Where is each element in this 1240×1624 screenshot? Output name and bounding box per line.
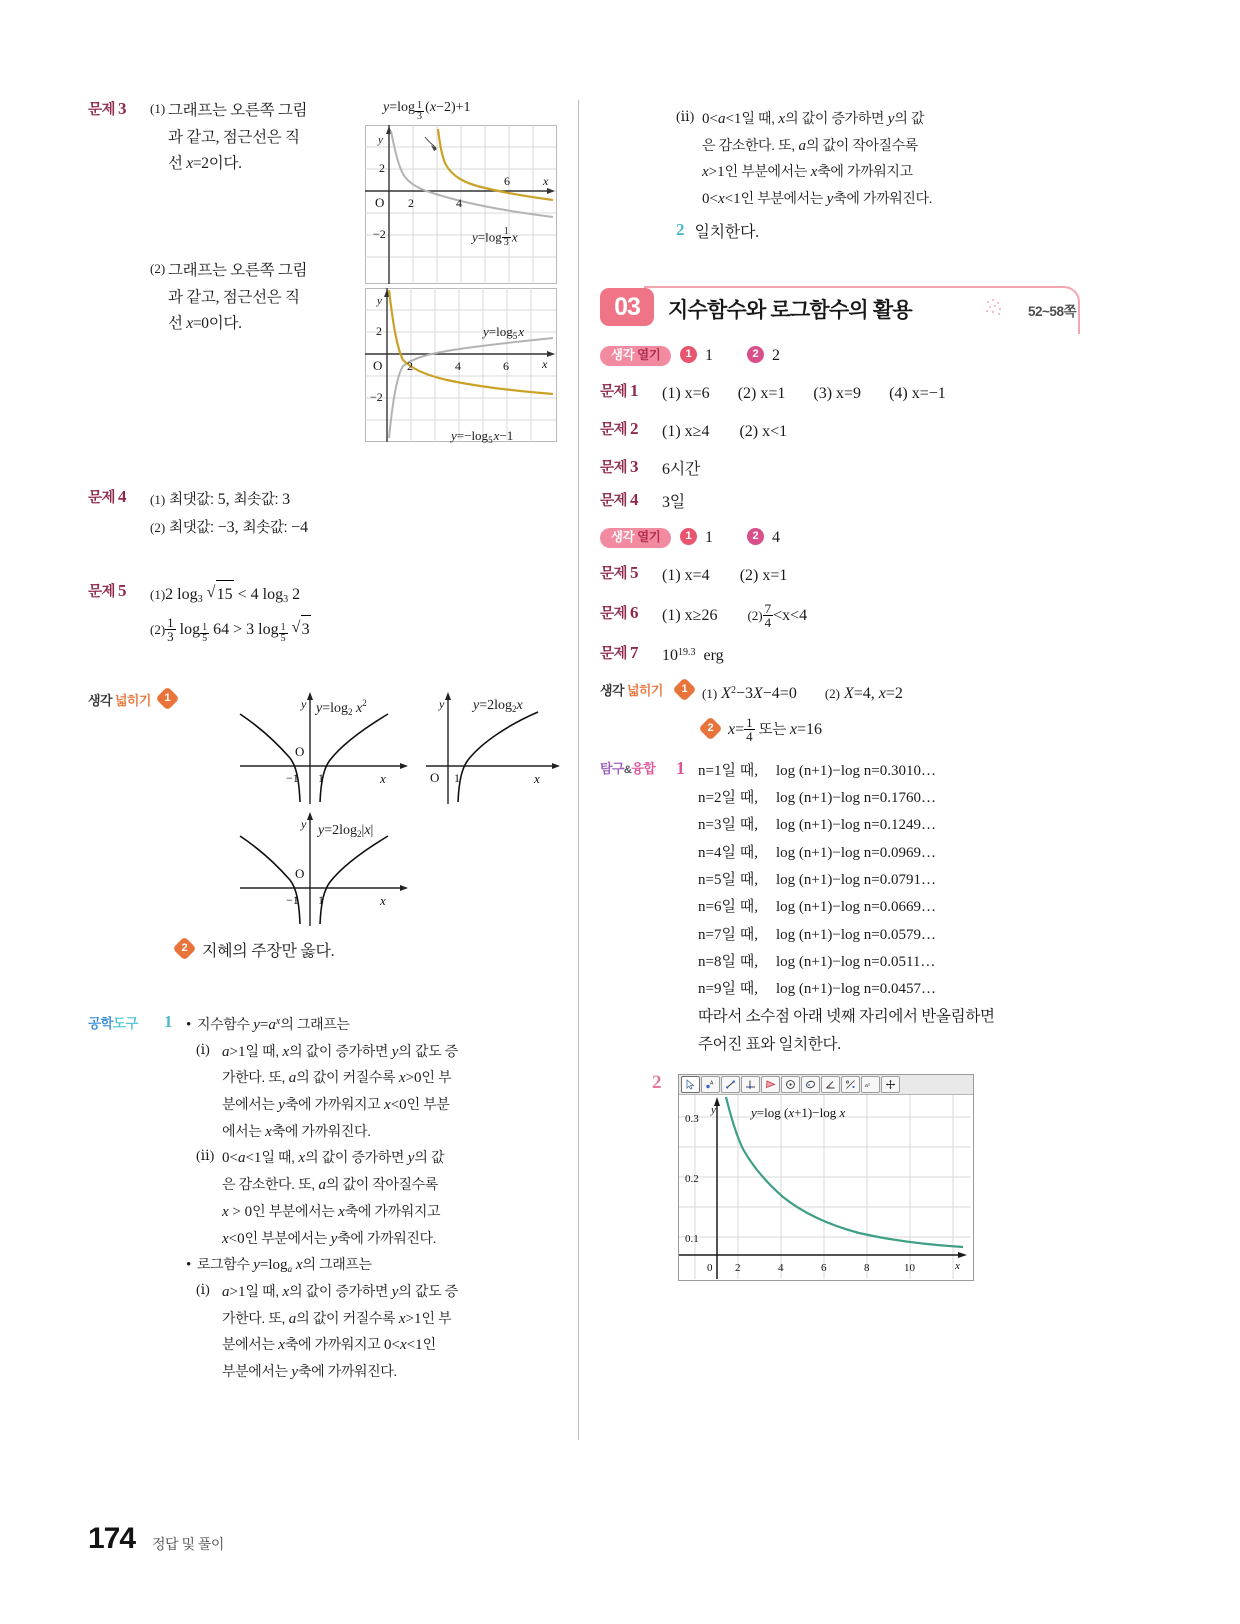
answer-item: (4) x=−1 [889,384,946,402]
svg-text:y: y [711,1103,716,1116]
svg-text:4: 4 [456,196,462,210]
text-icon[interactable] [861,1076,880,1093]
problem5-item2: (2) $\frac{1}{3}$ log $_{\frac{1}{5}}$ 64 > 3 log $_{\frac{1}{5}}$ √ 3 [150,615,568,645]
problem3-item2-text: 그래프는 오른쪽 그림 과 같고, 점근선은 직 선 x=0이다. [168,261,308,333]
graph-problem3-2 [365,288,565,453]
circled-number-2: 2 [747,346,764,363]
r-problem5-label: 문제 5 [600,562,639,582]
nulphigi-graphB-label: $y=2\log_2x$ [473,698,523,714]
tamgu-row-item: n=7일 때, log (n+1)−log n=0.0579… [698,926,936,943]
svg-text:6: 6 [504,174,510,188]
tamgu-row-item: n=6일 때, log (n+1)−log n=0.0669… [698,899,936,916]
saenggak2-answer1: 1 [705,528,713,546]
geogebra-toolbar[interactable] [679,1075,973,1095]
answer-item: (1) x≥4 [662,422,710,440]
bullet-dot-icon-2: • [186,1257,192,1274]
r-problem3-answer: 6시간 [662,460,701,478]
svg-text:O: O [375,195,385,210]
gonghak-b1-i: (ⅰ) a>1일 때, x의 값이 증가하면 y의 값도 증 가한다. 또, a의 값이 커질수록 x>0인 부 분에서는 y축에 가까워지고 x<0인 부분 에서는 x축에 가까워진다. [196,1042,458,1140]
gonghak-bullet-2: • 로그함수 $y=\log_a$ x의 그래프는 [186,1252,568,1279]
tamgu-row-item: n=3일 때, log (n+1)−log n=0.1249… [698,817,936,834]
svg-text:y: y [377,295,382,307]
answer-row-r-problem6 [600,602,1080,630]
answer-item: (3) x=9 [813,384,862,402]
answer-row-r-problem5 [600,562,1080,590]
saenggak1-answer2: 2 [772,346,780,364]
nulphigi-r-item2: 2 x= $\frac{1}{4}$ 또는 x=16 [702,716,1080,744]
nulphigi-row-right [600,680,1080,744]
graph1-top-label: y=log $_{\frac{1}{3}}$ (x−2)+1 [383,100,471,123]
graph1-svg [365,125,565,285]
nulphigi-label: 생각 넓히기 [88,693,151,708]
answer-row-r-problem4 [600,489,1080,512]
answer-item: (1) $X^2-3X-4=0$ [702,684,797,702]
graph-problem3-1 [365,100,565,285]
problem5-label: 문제 5 [88,581,127,600]
circled-number-1: 1 [680,346,697,363]
svg-text:1: 1 [318,893,324,907]
svg-text:x: x [380,893,386,908]
tamgu-row-item: n=5일 때, log (n+1)−log n=0.0791… [698,871,936,888]
svg-text:y=log (x+1)−log x: y=log (x+1)−log x [751,1104,846,1120]
polygon-icon[interactable] [761,1076,780,1093]
svg-text:A: A [710,1080,714,1087]
saenggak-pill-1: 생각 열기 [600,346,680,366]
svg-text:y: y [378,134,383,146]
svg-text:−2: −2 [370,390,383,404]
answer-item: (2) x=1 [739,566,788,584]
nulphigi-graphA-label: $y=\log_2$ $x^2$ [316,698,367,717]
graph1-bottom-label: y=log $\frac{1}{3}$ x [472,226,518,248]
saenggak2-answer2: 4 [772,528,780,546]
tamgu-item-number: 1 [676,757,685,778]
nulphigi-block-left [88,690,568,960]
graph2-top-label: $y=\log_5$ x [483,324,525,341]
problem4-item2: (2) 최댓값: −3, 최솟값: −4 [150,519,309,536]
reflect-icon[interactable] [841,1076,860,1093]
svg-text:10: 10 [904,1261,915,1274]
svg-text:−1: −1 [286,893,299,907]
svg-text:x: x [543,174,549,188]
tamgu-body [698,758,1080,1058]
saenggak1-answer1: 1 [705,346,713,364]
r-problem4-answer: 3일 [662,493,685,511]
svg-text:−1: −1 [286,771,299,785]
answer-unit: erg [703,646,724,664]
tamgu-row-item: n=1일 때, log (n+1)−log n=0.3010… [698,762,936,779]
svg-text:0: 0 [707,1261,713,1274]
svg-text:0.2: 0.2 [685,1172,699,1185]
left-column [88,90,568,1380]
problem5-body [150,580,568,645]
tamgu-row [600,758,1080,1058]
circled-number-1: 1 [680,528,697,545]
problem3-label [88,98,150,119]
gonghak-b2-i: (ⅰ) a>1일 때, x의 값이 증가하면 y의 값도 증 가한다. 또, a의 값이 커질수록 x>1인 부 분에서는 x축에 가까워지고 0<x<1인 부분에서는 y축에 가까워진다. [196,1282,458,1380]
tamgu-row-item: n=4일 때, log (n+1)−log n=0.0969… [698,844,936,861]
geogebra-plot [679,1095,971,1279]
svg-text:a²: a² [865,1081,870,1089]
tamgu-row-item: n=9일 때, log (n+1)−log n=0.0457… [698,981,936,998]
answer-row-r-problem1 [600,380,1080,408]
tamgu-row-item: n=8일 때, log (n+1)−log n=0.0511… [698,953,936,970]
svg-text:2: 2 [735,1261,741,1274]
svg-text:1: 1 [454,771,460,785]
r-problem1-label: 문제 1 [600,380,639,400]
section-page-range: 52~58쪽 [1028,303,1076,319]
bullet-dot-icon: • [186,1017,192,1033]
nulphigi-label-right: 생각 넓히기 [600,682,663,698]
svg-text:O: O [430,770,440,785]
continued-roman-ii: (ⅱ) 0<a<1일 때, x의 값이 증가하면 y의 값 은 감소한다. 또, a의 값이 작아질수록 x>1인 부분에서는 x축에 가까워지고 0<x<1인 부분에서는 y축에 가까워진다. [676,110,933,208]
circled-number-1: 1 [155,686,179,710]
problem5-item1: (1)2 $\log_3$ √ 15 < 4 $\log_3 2$ [150,580,568,609]
answer-item: (2) x=1 [737,384,786,402]
graph2-bottom-label: $y=-\log_5$ x−1 [451,428,514,445]
answer-item: (2) x<1 [739,422,788,440]
r-problem6-label: 문제 6 [600,602,639,622]
circled-number-2: 2 [172,936,196,960]
section-title: 지수함수와 로그함수의 활용 [668,298,912,322]
svg-text:O: O [295,866,305,881]
svg-text:x: x [380,771,386,786]
answer-item: (1) x≥26 [662,606,718,624]
geogebra-item-number: 2 [652,1071,662,1093]
svg-text:y: y [439,697,445,711]
svg-text:x: x [955,1259,960,1272]
section-header-03[interactable] [600,286,1080,334]
svg-text:2: 2 [379,161,385,175]
svg-text:0.3: 0.3 [685,1112,699,1125]
section-number-badge: 03 [600,288,654,326]
svg-text:4: 4 [455,359,461,373]
svg-text:x: x [534,771,540,786]
point-icon[interactable] [701,1076,720,1093]
saenggak-row-2 [600,524,1080,552]
label-number: 3 [118,99,127,118]
tamgu-row-item: n=2일 때, log (n+1)−log n=0.1760… [698,790,936,807]
svg-text:O: O [373,358,383,373]
r-problem5-body [662,562,1080,590]
right-column [600,90,1080,1274]
answer-item: (1) x=6 [662,384,710,402]
answer-row-r-problem2 [600,418,1080,446]
answer-row-problem4 [88,486,568,542]
answer-row-r-problem7 [600,642,1080,670]
page-number: 174 [88,1522,136,1555]
answer-exponent: 19.3 [678,646,696,658]
continued-block [676,106,1080,213]
r-problem3-label: 문제 3 [600,456,639,476]
problem4-body [150,486,568,542]
column-divider [578,100,579,1440]
gonghak-b1-ii: (ⅱ) 0<a<1일 때, x의 값이 증가하면 y의 값 은 감소한다. 또, a의 값이 작아질수록 x > 0인 부분에서는 x축에 가까워지고 x<0인 부분에서는 y축에 가까워진다. [196,1149,445,1247]
r-problem2-body [662,418,1080,446]
tamgu-label: 탐구&융합 [600,760,656,776]
saenggak-row-1 [600,342,1080,370]
svg-text:−2: −2 [373,227,386,241]
gonghak-label: 공학도구 [88,1016,138,1031]
problem4-label: 문제 4 [88,487,127,506]
angle-icon[interactable] [821,1076,840,1093]
svg-text:0.1: 0.1 [685,1232,699,1245]
circled-number-1: 1 [672,677,696,701]
r-problem1-body [662,380,1080,408]
gonghak-block [88,1012,568,1386]
svg-text:1: 1 [318,771,324,785]
label-text: 문제 [88,102,116,118]
nulphigi-r-item1 [676,680,1080,708]
answer-item-2: (2) $\frac{7}{4}$ <x<4 [747,600,808,630]
saenggak-pill-2: 생각 열기 [600,528,680,548]
svg-text:2: 2 [408,196,414,210]
gonghak-item-number: 1 [164,1012,173,1031]
svg-text:O: O [295,744,305,759]
svg-text:6: 6 [821,1261,827,1274]
r-problem2-label: 문제 2 [600,418,639,438]
svg-text:8: 8 [864,1261,870,1274]
item-marker: (2) [150,260,166,276]
svg-text:4: 4 [778,1261,784,1274]
svg-text:x: x [542,357,548,371]
svg-text:2: 2 [376,324,382,338]
item-marker: (1) [150,101,166,116]
ellipse-icon[interactable] [801,1076,820,1093]
move-icon[interactable] [881,1076,900,1093]
nulphigi-item2 [176,938,334,961]
page-footer-label: 정답 및 풀이 [152,1536,224,1552]
perpendicular-icon[interactable] [741,1076,760,1093]
svg-text:y: y [301,817,307,831]
tamgu-conclusion-2: 주어진 표와 일치한다. [698,1035,841,1053]
r-problem6-body [662,602,1080,630]
continued-item2 [676,219,1080,242]
tamgu-conclusion-1: 따라서 소수점 아래 넷째 자리에서 반올림하면 [698,1008,995,1026]
circled-number-2: 2 [747,528,764,545]
r-problem4-label: 문제 4 [600,489,639,509]
pointer-icon[interactable] [681,1076,700,1093]
item2-text: 일치한다. [694,223,759,241]
nulphigi-graphC-label: $y=2\log_2|x|$ [318,823,374,839]
answer-row-r-problem3 [600,456,1080,479]
item2-number: 2 [676,220,685,240]
problem4-item1: (1) 최댓값: 5, 최솟값: 3 [150,491,291,508]
r-problem7-label: 문제 7 [600,642,639,662]
page-range-dots-icon [986,299,1006,315]
gonghak-bullet-1: • 지수함수 $y=a^x$의 그래프는 [186,1012,568,1039]
geogebra-window[interactable] [678,1074,974,1281]
svg-text:6: 6 [503,359,509,373]
problem3-item1-text: 그래프는 오른쪽 그림 과 같고, 점근선은 직 선 x=2이다. [168,102,308,173]
gonghak-body [186,1012,568,1386]
circled-number-2: 2 [698,717,722,741]
svg-text:y: y [301,697,307,711]
svg-text:2: 2 [407,359,413,373]
line-icon[interactable] [721,1076,740,1093]
r-problem7-body [662,642,1080,670]
answer-item: (2) X=4, x=2 [824,684,903,702]
nulphigi-item2-text: 지혜의 주장만 옳다. [202,943,335,960]
graph2-svg [365,288,565,443]
answer-base: 10 [662,646,678,664]
circle-icon[interactable] [781,1076,800,1093]
answer-row-problem5 [88,580,568,645]
answer-item: (1) x=4 [662,566,710,584]
